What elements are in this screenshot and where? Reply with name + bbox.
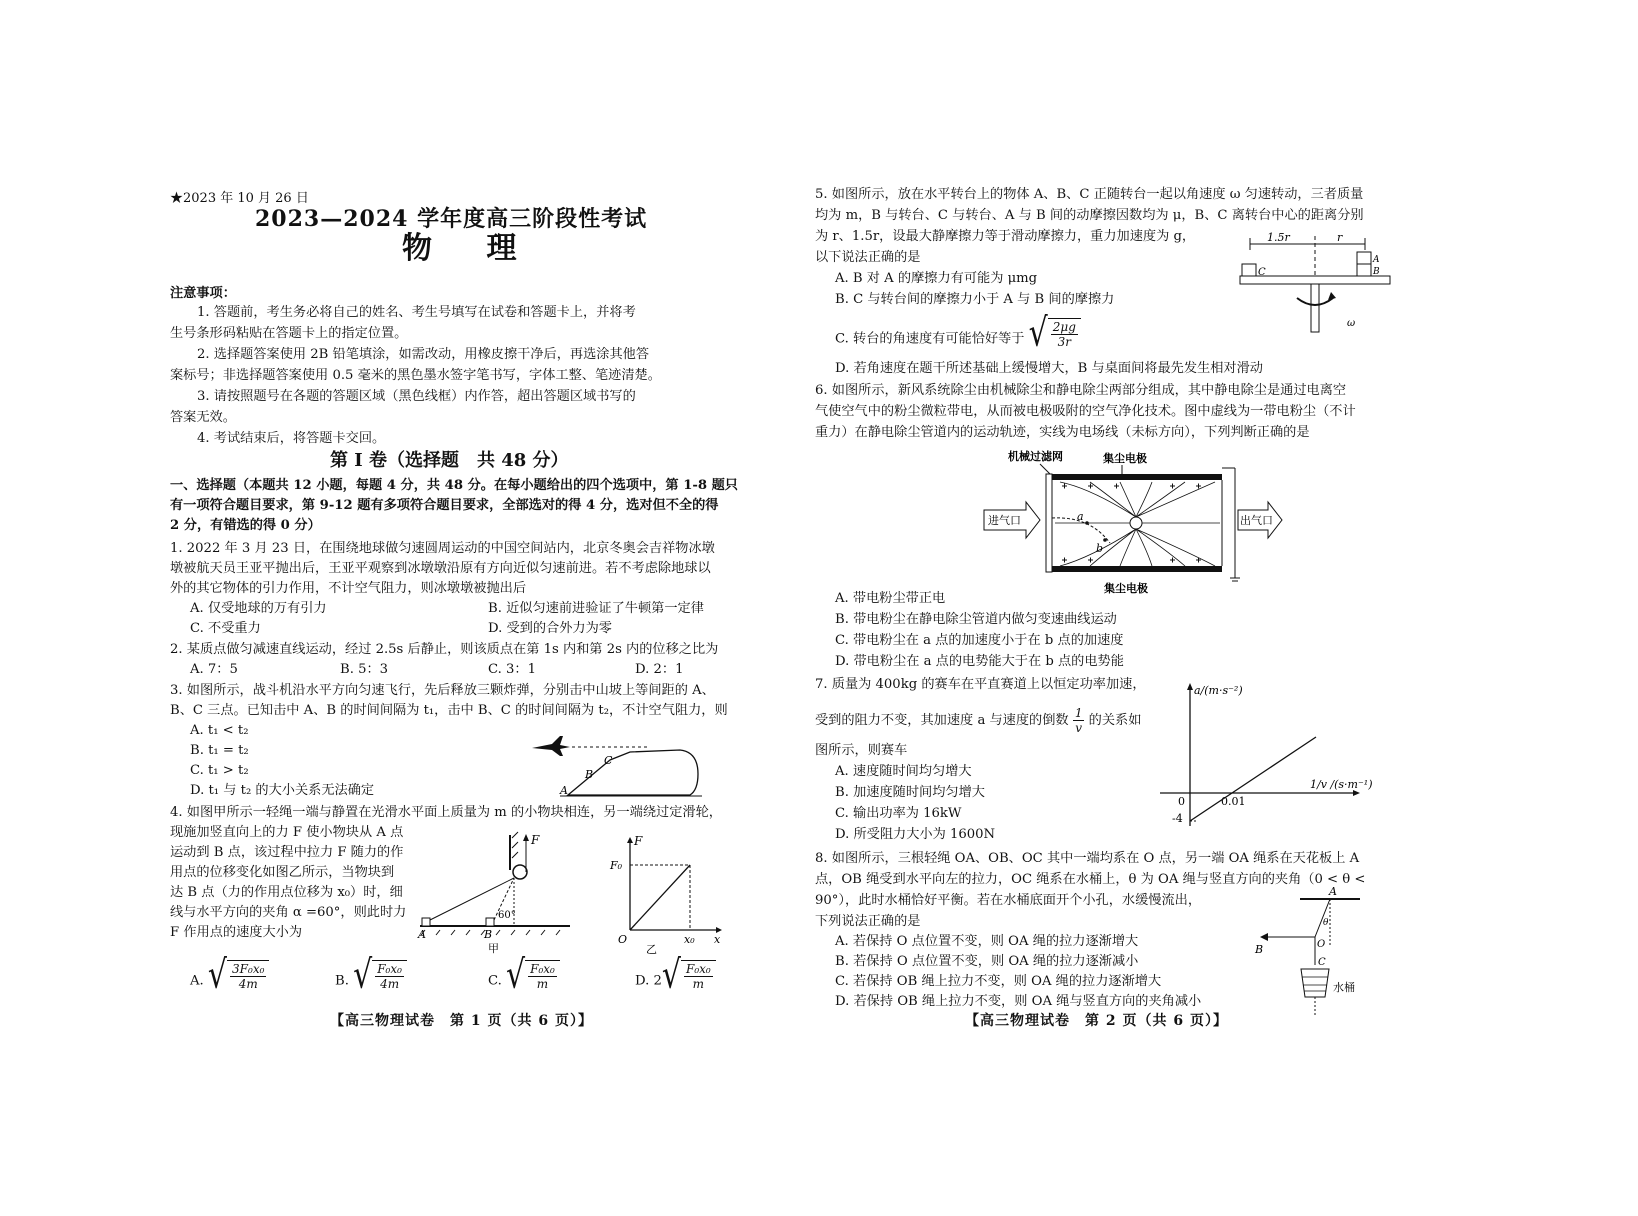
jet-icon	[532, 736, 570, 756]
q6-stem: 重力）在静电除尘管道内的运动轨迹，实线为电场线（未标方向），下列判断正确的是	[815, 425, 1310, 440]
fig-label-a: A	[560, 784, 568, 797]
q3-option-d: D. t₁ 与 t₂ 的大小关系无法确定	[190, 783, 375, 798]
q5-stem: 均为 m，B 与转台、C 与转台、A 与 B 间的动摩擦因数均为 μ，B、C 离转台中心的距离分别	[815, 208, 1364, 223]
exam-date: ★2023 年 10 月 26 日	[170, 191, 309, 206]
q8-stem: 点，OB 绳受到水平向左的拉力，OC 绳系在水桶上，θ 为 OA 绳与竖直方向的夹角（0 < θ <	[815, 872, 1366, 887]
force-label: F	[531, 833, 540, 847]
q4-option-a: A. √ $\frac{\text{3F₀x₀}}{4m}$	[190, 960, 269, 1000]
page-1-footer: 【高三物理试卷 第 1 页（共 6 页）】	[330, 1013, 593, 1029]
q3-figure	[530, 730, 710, 800]
q4-stem: 用点的位移变化如图乙所示，当物块到	[170, 865, 395, 880]
q4-stem: 现施加竖直向上的力 F 使小物块从 A 点	[170, 825, 404, 840]
q6-option-b: B. 带电粉尘在静电除尘管道内做匀变速曲线运动	[835, 612, 1117, 627]
q5-stem: 为 r、1.5r，设最大静摩擦力等于滑动摩擦力，重力加速度为 g，	[815, 229, 1196, 244]
point-a-label: A	[1329, 885, 1337, 898]
section-intro: 有一项符合题目要求，第 9-12 题有多项符合题目要求，全部选对的得 4 分，选对但不全的得	[170, 498, 719, 513]
q4-stem: 达 B 点（力的作用点位移为 x₀）时，细	[170, 885, 403, 900]
q4-stem: 4. 如图甲所示一轻绳一端与静置在光滑水平面上质量为 m 的小物块相连，另一端绕过定滑轮，	[170, 805, 722, 820]
q8-stem: 下列说法正确的是	[815, 914, 921, 929]
dist-b-label: r	[1337, 231, 1343, 244]
exam-title: 2023—2024 学年度高三阶段性考试	[255, 206, 648, 232]
q7-stem: 图所示，则赛车	[815, 743, 908, 758]
theta-label: θ	[1323, 918, 1329, 928]
dist-c-label: 1.5r	[1267, 231, 1290, 244]
q4-figure-yi	[610, 834, 725, 956]
q2-option-b: B. 5：3	[340, 662, 389, 677]
q4-option-d: D. 2 √ $\frac{\text{F₀x₀}}{m}$	[635, 960, 716, 1000]
q6-option-a: A. 带电粉尘带正电	[835, 591, 946, 606]
q7-option-d: D. 所受阻力大小为 1600N	[835, 827, 996, 842]
point-b-label: B	[1255, 943, 1264, 956]
q6-figure	[980, 448, 1280, 598]
q2-option-d: D. 2：1	[635, 662, 684, 677]
bucket-icon	[1301, 969, 1329, 997]
q5-figure	[1225, 232, 1395, 342]
q3-option-b: B. t₁ = t₂	[190, 743, 249, 758]
notice-line: 案标号；非选择题答案使用 0.5 毫米的黑色墨水签字笔书写，字体工整、笔迹清楚。	[170, 368, 661, 383]
page-2-footer: 【高三物理试卷 第 2 页（共 6 页）】	[965, 1013, 1228, 1029]
figure-yi-label: 乙	[646, 943, 657, 956]
filter-label: 机械过滤网	[1008, 450, 1063, 463]
fig-label-c: C	[604, 754, 613, 767]
notice-line: 2. 选择题答案使用 2B 铅笔填涂，如需改动，用橡皮擦干净后，再选涂其他答	[197, 347, 650, 362]
x-axis-label: 1/v /(s·m⁻¹)	[1310, 778, 1373, 791]
q2-stem: 2. 某质点做匀减速直线运动，经过 2.5s 后静止，则该质点在第 1s 内和第 2s 内的位移之比为	[170, 642, 719, 657]
q7-option-c: C. 输出功率为 16kW	[835, 806, 962, 821]
q5-stem: 以下说法正确的是	[815, 250, 921, 265]
q8-option-a: A. 若保持 O 点位置不变，则 OA 绳的拉力逐渐增大	[835, 934, 1139, 949]
q7-option-a: A. 速度随时间均匀增大	[835, 764, 972, 779]
block-a-label: A	[1373, 255, 1380, 265]
q8-stem: 90°），此时水桶恰好平衡。若在水桶底面开个小孔，水缓慢流出，	[815, 893, 1202, 908]
origin-label: O	[618, 933, 628, 946]
q8-option-b: B. 若保持 O 点位置不变，则 OA 绳的拉力逐渐减小	[835, 954, 1139, 969]
q6-option-c: C. 带电粉尘在 a 点的加速度小于在 b 点的加速度	[835, 633, 1124, 648]
series-line	[1190, 737, 1316, 821]
q1-option-d: D. 受到的合外力为零	[488, 621, 612, 636]
q2-option-c: C. 3：1	[488, 662, 536, 677]
q8-figure	[1255, 885, 1385, 1020]
bottom-electrode-label: 集尘电极	[1104, 582, 1148, 595]
q4-figure-jia	[418, 830, 570, 955]
q7-option-b: B. 加速度随时间均匀增大	[835, 785, 985, 800]
omega-label: ω	[1347, 318, 1356, 329]
q5-option-b: B. C 与转台间的摩擦力小于 A 与 B 间的摩擦力	[835, 292, 1115, 307]
notice-line: 3. 请按照题号在各题的答题区域（黑色线框）内作答，超出答题区域书写的	[197, 389, 636, 404]
q8-option-c: C. 若保持 OB 绳上拉力不变，则 OA 绳的拉力逐渐增大	[835, 974, 1162, 989]
block-b-label: B	[1373, 267, 1380, 277]
q1-stem: 墩被航天员王亚平抛出后，王亚平观察到冰墩墩沿原有方向近似匀速前进。若不考虑除地球以	[170, 561, 711, 576]
top-electrode-label: 集尘电极	[1103, 452, 1147, 465]
figure-jia-label: 甲	[488, 942, 499, 955]
block-c-label: C	[1258, 267, 1266, 278]
notice-line: 4. 考试结束后，将答题卡交回。	[197, 431, 386, 446]
point-b-label: b	[1096, 542, 1104, 555]
q2-option-a: A. 7：5	[190, 662, 238, 677]
q1-option-a: A. 仅受地球的万有引力	[190, 601, 327, 616]
notice-line: 生号条形码粘贴在答题卡上的指定位置。	[170, 326, 408, 341]
q5-option-a: A. B 对 A 的摩擦力有可能为 μmg	[835, 271, 1038, 286]
fig-label-b: B	[585, 768, 594, 781]
point-c-label: C	[1318, 957, 1326, 968]
q4-option-c: C. √ $\frac{\text{F₀x₀}}{m}$	[488, 960, 560, 1000]
y-tick-0: -4	[1172, 812, 1183, 825]
inlet-label: 进气口	[988, 514, 1021, 527]
series-line-group	[1190, 737, 1316, 821]
f0-label: F₀	[610, 859, 623, 872]
point-o-label: O	[1317, 939, 1326, 950]
q6-option-d: D. 带电粉尘在 a 点的电势能大于在 b 点的电势能	[835, 654, 1124, 669]
q8-option-d: D. 若保持 OB 绳上拉力不变，则 OA 绳与竖直方向的夹角减小	[835, 994, 1202, 1009]
q6-stem: 6. 如图所示，新风系统除尘由机械除尘和静电除尘两部分组成，其中静电除尘是通过电离空	[815, 383, 1347, 398]
section-intro: 2 分，有错选的得 0 分）	[170, 518, 321, 533]
x-tick-0: 0	[1178, 795, 1185, 808]
q3-stem: 3. 如图所示，战斗机沿水平方向匀速飞行，先后释放三颗炸弹，分别击中山坡上等间距的 A、	[170, 683, 715, 698]
subject-title: 物 理	[402, 231, 539, 266]
q7-stem: 7. 质量为 400kg 的赛车在平直赛道上以恒定功率加速，	[815, 677, 1146, 692]
notice-title: 注意事项：	[170, 286, 236, 301]
axis-x-label: x	[714, 933, 721, 946]
q5-option-c: C. 转台的角速度有可能恰好等于 √ $\frac{2\mu g}{3r}$	[835, 318, 1081, 358]
q6-stem: 气使空气中的粉尘微粒带电，从而被电极吸附的空气净化技术。图中虚线为一带电粉尘（不计	[815, 404, 1356, 419]
q3-stem: B、C 三点。已知击中 A、B 的时间间隔为 t₁，击中 B、C 的时间间隔为 t₂，不计空气阻力，则	[170, 703, 728, 718]
point-a-label: a	[1077, 510, 1084, 523]
q1-stem: 1. 2022 年 3 月 23 日，在围绕地球做匀速圆周运动的中国空间站内，北京冬奥会吉祥物冰墩	[170, 541, 715, 556]
q8-stem: 8. 如图所示，三根轻绳 OA、OB、OC 其中一端均系在 O 点，另一端 OA 绳系在天花板上 A	[815, 851, 1360, 866]
notice-line: 答案无效。	[170, 410, 236, 425]
angle-label: 60°	[498, 910, 516, 921]
q1-option-b: B. 近似匀速前进验证了牛顿第一定律	[488, 601, 704, 616]
axis-f-label: F	[634, 834, 643, 848]
point-b-label: B	[484, 928, 493, 941]
x0-label: x₀	[684, 933, 695, 946]
point-a-label: A	[418, 928, 426, 941]
y-axis-label: a/(m·s⁻²)	[1194, 684, 1243, 697]
q3-option-a: A. t₁ < t₂	[190, 723, 249, 738]
section-title: 第 I 卷（选择题 共 48 分）	[330, 450, 569, 471]
q1-option-c: C. 不受重力	[190, 621, 261, 636]
q4-option-b: B. √ $\frac{\text{F₀x₀}}{4m}$	[335, 960, 407, 1000]
x-tick-1: 0.01	[1221, 795, 1246, 808]
q4-stem: 线与水平方向的夹角 α =60°，则此时力	[170, 905, 407, 920]
section-intro: 一、选择题（本题共 12 小题，每题 4 分，共 48 分。在每小题给出的四个选项中，第 1-8 题只	[170, 478, 738, 493]
outlet-label: 出气口	[1240, 514, 1273, 527]
bucket-label: 水桶	[1333, 981, 1355, 994]
q5-option-d: D. 若角速度在题干所述基础上缓慢增大，B 与桌面间将最先发生相对滑动	[835, 361, 1263, 376]
q1-stem: 外的其它物体的引力作用，不计空气阻力，则冰墩墩被抛出后	[170, 581, 527, 596]
q7-chart	[1160, 678, 1390, 828]
q7-stem: 受到的阻力不变，其加速度 a 与速度的倒数 $\frac{1}{v}$ 的关系如	[815, 706, 1142, 735]
q5-stem: 5. 如图所示，放在水平转台上的物体 A、B、C 正随转台一起以角速度 ω 匀速转动，三者质量	[815, 187, 1364, 202]
q3-option-c: C. t₁ > t₂	[190, 763, 249, 778]
notice-line: 1. 答题前，考生务必将自己的姓名、考生号填写在试卷和答题卡上，并将考	[197, 305, 636, 320]
q4-stem: 运动到 B 点，该过程中拉力 F 随力的作	[170, 845, 404, 860]
q4-stem: F 作用点的速度大小为	[170, 925, 303, 940]
